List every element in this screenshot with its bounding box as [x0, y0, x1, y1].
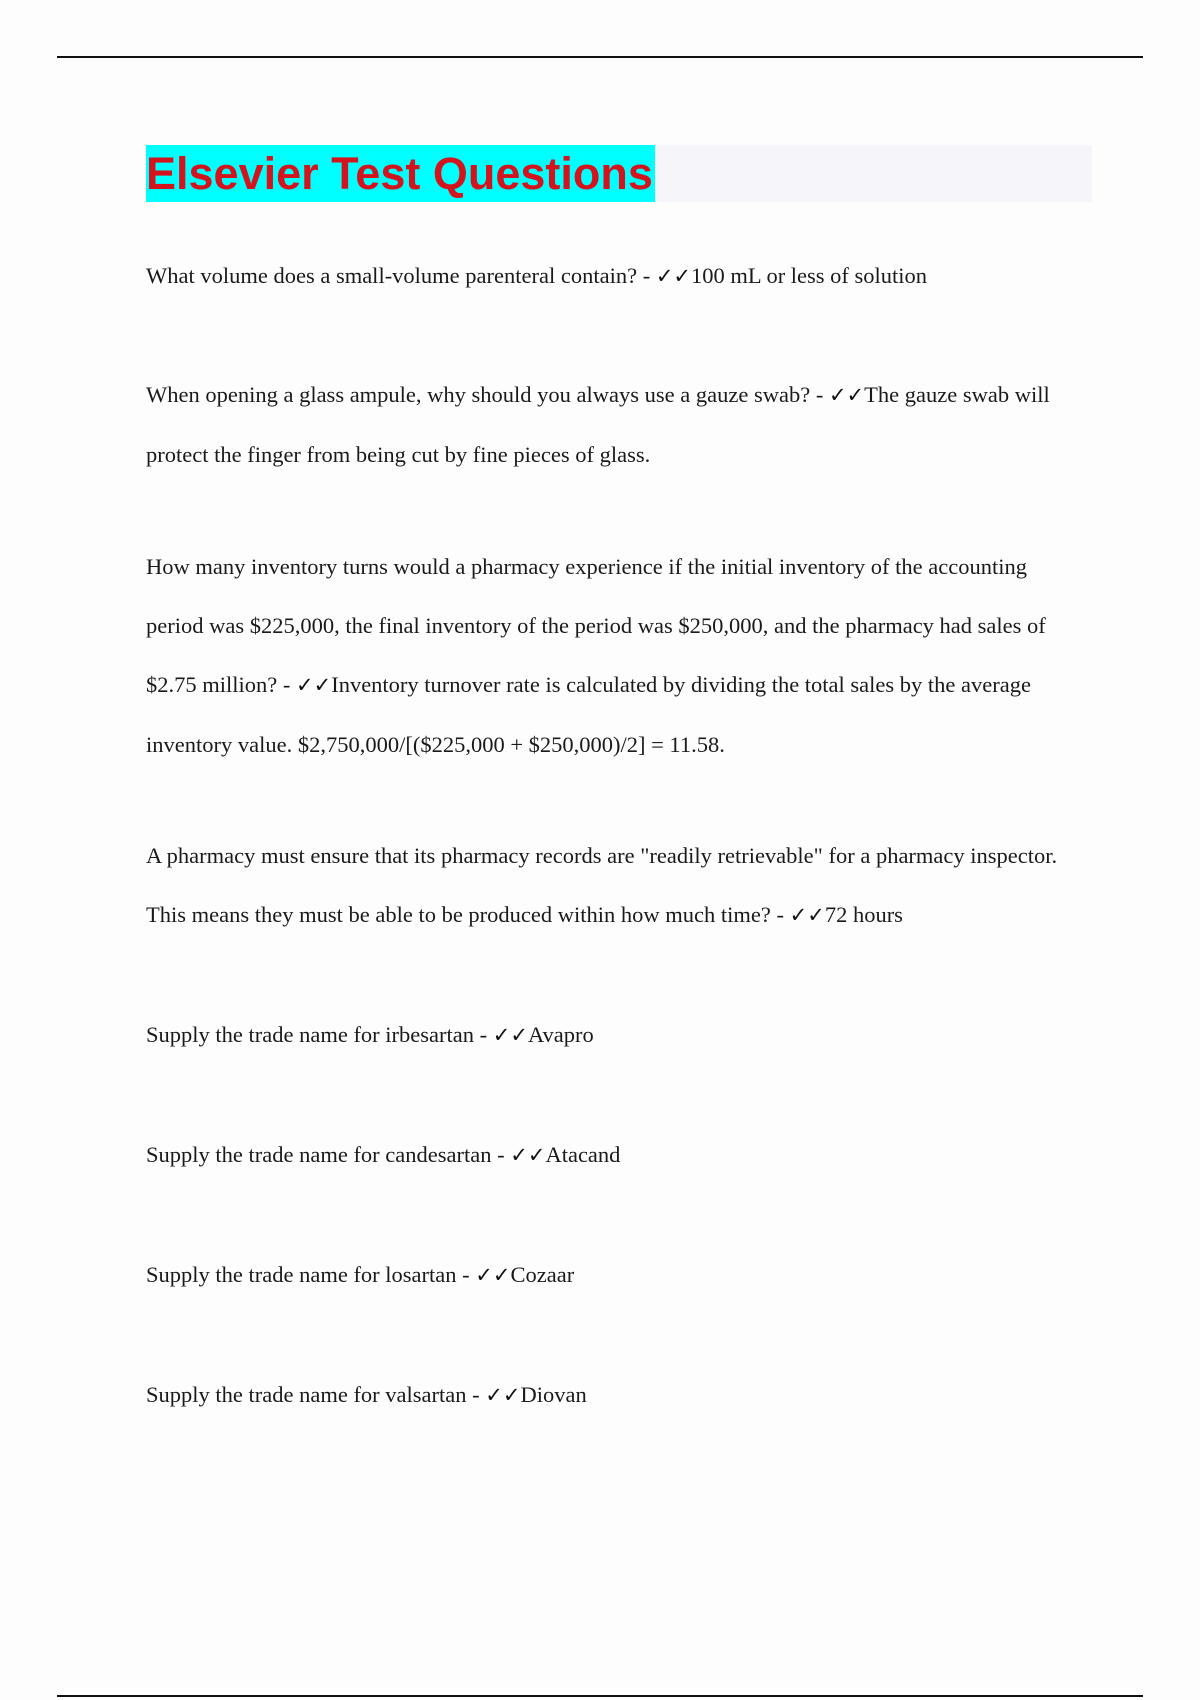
- check-icon: ✓✓: [655, 264, 692, 288]
- check-icon: ✓✓: [828, 383, 865, 407]
- question: A pharmacy must ensure that its pharmacy records are "readily retrievable" for a pharmacy inspector. This means they must be able to be produced within how much time?: [146, 843, 1058, 927]
- separator: -: [491, 1142, 511, 1167]
- answer: Inventory turnover rate is calculated by dividing the total sales by the average inventory value. $2,750,000/[($225,000 + $250,000)/2] = 11.58.: [146, 672, 1031, 757]
- check-icon: ✓✓: [510, 1143, 546, 1167]
- check-icon: ✓✓: [475, 1263, 511, 1287]
- document-title: Elsevier Test Questions: [146, 145, 655, 202]
- question: When opening a glass ampule, why should you always use a gauze swab?: [146, 382, 811, 407]
- qa-item-1: [146, 246, 1086, 306]
- qa-item-4: [146, 826, 1086, 945]
- qa-item-8: [146, 1365, 1086, 1425]
- answer: Diovan: [520, 1382, 587, 1407]
- answer: Avapro: [527, 1022, 594, 1047]
- answer: Atacand: [545, 1142, 621, 1167]
- question: What volume does a small-volume parenteral contain?: [146, 263, 638, 288]
- answer: The gauze swab will protect the finger from being cut by fine pieces of glass.: [146, 382, 1050, 467]
- separator: -: [770, 902, 790, 927]
- separator: -: [637, 263, 656, 288]
- separator: -: [456, 1262, 476, 1287]
- qa-item-6: [146, 1125, 1086, 1185]
- check-icon: ✓✓: [296, 673, 332, 697]
- question: How many inventory turns would a pharmacy experience if the initial inventory of the accounting period was $225,000, the final inventory of the period was $250,000, and the pharmacy had sales of $2.75 million?: [146, 554, 1046, 697]
- check-icon: ✓✓: [492, 1023, 528, 1047]
- qa-item-5: [146, 1005, 1086, 1065]
- qa-item-7: [146, 1245, 1086, 1305]
- answer: Cozaar: [510, 1262, 575, 1287]
- separator: -: [277, 672, 296, 697]
- separator: -: [474, 1022, 493, 1047]
- check-icon: ✓✓: [485, 1383, 521, 1407]
- question: Supply the trade name for irbesartan: [146, 1022, 475, 1047]
- answer: 72 hours: [824, 902, 903, 927]
- separator: -: [466, 1382, 486, 1407]
- top-rule: [57, 56, 1143, 58]
- check-icon: ✓✓: [789, 903, 825, 927]
- qa-item-2: [146, 365, 1086, 484]
- question: Supply the trade name for valsartan: [146, 1382, 467, 1407]
- answer: 100 mL or less of solution: [691, 263, 928, 288]
- separator: -: [810, 382, 829, 407]
- bottom-rule: [57, 1695, 1143, 1697]
- question: Supply the trade name for losartan: [146, 1262, 457, 1287]
- question: Supply the trade name for candesartan: [146, 1142, 492, 1167]
- qa-item-3: [146, 537, 1086, 774]
